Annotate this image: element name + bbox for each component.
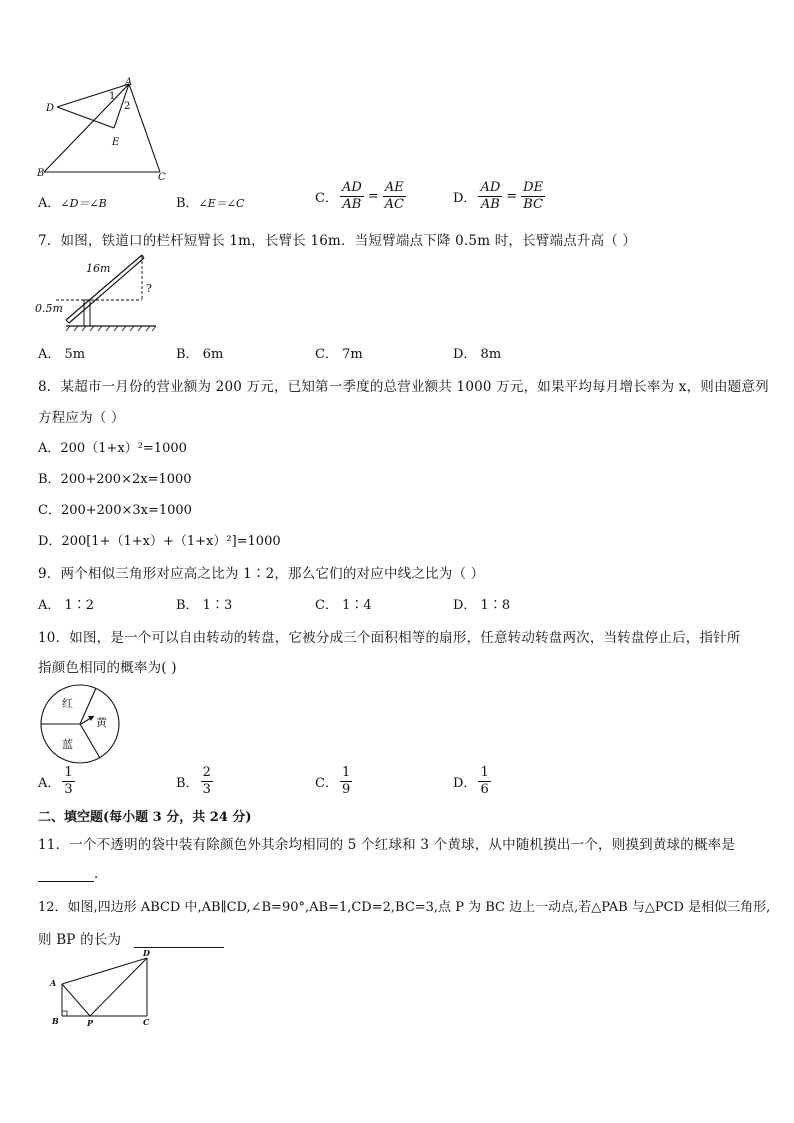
fraction bbox=[340, 765, 352, 798]
numerator: AD bbox=[341, 180, 362, 195]
option-label: D． bbox=[453, 776, 477, 791]
q12-stem-line1: 12．如图,四边形 ABCD 中,AB∥CD,∠B=90°,AB=1,CD=2,BC=3,点 P 为 BC 边上一动点,若△PAB 与△PCD 是相似三角形, bbox=[38, 900, 771, 915]
fraction bbox=[478, 765, 490, 798]
sector-blue-label: 蓝 bbox=[62, 738, 73, 751]
numerator: 1 bbox=[341, 765, 351, 780]
q9-option-c[interactable]: C． 1∶4 bbox=[315, 598, 372, 613]
sector-yellow-label: 黄 bbox=[96, 716, 107, 729]
option-label: D． bbox=[453, 191, 477, 206]
equals-sign: = bbox=[367, 189, 379, 204]
label-C: C bbox=[143, 1017, 150, 1027]
q7-stem: 7．如图，铁道口的栏杆短臂长 1m，长臂长 16m．当短臂端点下降 0.5m 时，长臂端点升高（ ） bbox=[38, 233, 637, 249]
equals-sign: = bbox=[506, 189, 518, 204]
fraction bbox=[521, 180, 545, 213]
q10-option-a[interactable] bbox=[38, 765, 77, 798]
label-P: P bbox=[87, 1018, 94, 1028]
q9-stem: 9．两个相似三角形对应高之比为 1∶2，那么它们的对应中线之比为（ ） bbox=[38, 566, 485, 582]
q8-stem-line2: 方程应为（ ） bbox=[38, 410, 125, 426]
section-heading-fill-in: 二、填空题(每小题 3 分，共 24 分) bbox=[38, 810, 252, 825]
option-label: A． bbox=[38, 196, 61, 211]
q7-option-b[interactable]: B． 6m bbox=[176, 347, 224, 362]
denominator: 3 bbox=[202, 782, 211, 797]
label-D: D bbox=[143, 948, 150, 958]
denominator: AC bbox=[384, 197, 405, 212]
q12-stem-text: 则 BP 的长为 bbox=[38, 932, 122, 948]
triangle-figure-q6 bbox=[30, 74, 175, 184]
label-C: C bbox=[158, 172, 166, 183]
option-label: A． bbox=[38, 776, 61, 791]
q10-option-d[interactable] bbox=[453, 765, 493, 798]
q11-stem: 11．一个不透明的袋中装有除颜色外其余均相同的 5 个红球和 3 个黄球，从中随机摸出一个，则摸到黄球的概率是 bbox=[38, 837, 736, 853]
q8-option-b[interactable]: B．200+200×2x=1000 bbox=[38, 472, 192, 487]
label-D: D bbox=[46, 103, 55, 114]
q9-option-a[interactable]: A． 1∶2 bbox=[38, 598, 95, 613]
fraction bbox=[201, 765, 213, 798]
label-B: B bbox=[52, 1016, 59, 1026]
q11-answer-row bbox=[38, 862, 108, 882]
numerator: 2 bbox=[202, 765, 211, 780]
label-0-5m: 0.5m bbox=[35, 302, 63, 315]
q10-option-b[interactable] bbox=[176, 765, 215, 798]
numerator: AD bbox=[480, 180, 501, 195]
option-label: C． bbox=[315, 191, 338, 206]
label-E: E bbox=[112, 137, 120, 148]
label-B: B bbox=[37, 168, 45, 179]
numerator: DE bbox=[523, 180, 544, 195]
q10-stem-line2: 指颜色相同的概率为( ) bbox=[38, 660, 177, 676]
label-16m: 16m bbox=[86, 262, 111, 275]
denominator: 6 bbox=[480, 782, 489, 797]
fraction bbox=[62, 765, 74, 798]
option-label: C． bbox=[315, 776, 338, 791]
denominator: 9 bbox=[341, 782, 351, 797]
option-label: B． bbox=[176, 776, 199, 791]
q9-option-d[interactable]: D． 1∶8 bbox=[453, 598, 511, 613]
q10-stem-line1: 10．如图，是一个可以自由转动的转盘，它被分成三个面积相等的扇形，任意转动转盘两次，当转盘停止后，指针所 bbox=[38, 630, 741, 646]
label-A: A bbox=[125, 77, 133, 88]
fraction bbox=[383, 180, 406, 213]
spinner-figure-q10 bbox=[34, 684, 126, 764]
fraction bbox=[478, 180, 502, 213]
label-A: A bbox=[50, 978, 57, 988]
angle-label-2: 2 bbox=[124, 101, 131, 112]
railway-barrier-figure-q7 bbox=[34, 250, 164, 335]
numerator: AE bbox=[384, 180, 404, 195]
q7-option-d[interactable]: D． 8m bbox=[453, 347, 502, 362]
option-text: ∠D＝∠B bbox=[60, 197, 107, 210]
numerator: 1 bbox=[64, 765, 73, 780]
fraction bbox=[340, 180, 364, 213]
q8-option-c[interactable]: C．200+200×3x=1000 bbox=[38, 503, 192, 518]
denominator: AB bbox=[342, 197, 362, 212]
sector-red-label: 红 bbox=[62, 697, 73, 710]
q11-end-mark: ． bbox=[94, 866, 108, 882]
q8-option-d[interactable]: D．200[1+（1+x）+（1+x）²]=1000 bbox=[38, 534, 281, 549]
denominator: AB bbox=[480, 197, 500, 212]
q7-option-c[interactable]: C． 7m bbox=[315, 347, 363, 362]
q6-option-c[interactable] bbox=[315, 180, 408, 213]
denominator: 3 bbox=[64, 782, 73, 797]
q11-answer-blank[interactable] bbox=[38, 865, 94, 882]
q6-option-d[interactable] bbox=[453, 180, 547, 213]
option-label: B． bbox=[176, 196, 199, 211]
quadrilateral-figure-q12 bbox=[44, 946, 162, 1030]
q7-option-a[interactable]: A． 5m bbox=[38, 347, 86, 362]
denominator: BC bbox=[523, 197, 543, 212]
q10-option-c[interactable] bbox=[315, 765, 354, 798]
q6-option-b[interactable] bbox=[176, 192, 244, 211]
angle-label-1: 1 bbox=[109, 91, 116, 102]
option-text: ∠E＝∠C bbox=[198, 197, 245, 210]
q9-option-b[interactable]: B． 1∶3 bbox=[176, 598, 233, 613]
label-question: ? bbox=[146, 282, 152, 295]
q8-option-a[interactable]: A．200（1+x）²=1000 bbox=[38, 441, 187, 456]
q6-option-a[interactable] bbox=[38, 192, 107, 211]
numerator: 1 bbox=[480, 765, 489, 780]
q12-stem-line2 bbox=[38, 928, 224, 948]
q8-stem-line1: 8．某超市一月份的营业额为 200 万元，已知第一季度的总营业额共 1000 万元，如果平均每月增长率为 x，则由题意列 bbox=[38, 379, 769, 395]
